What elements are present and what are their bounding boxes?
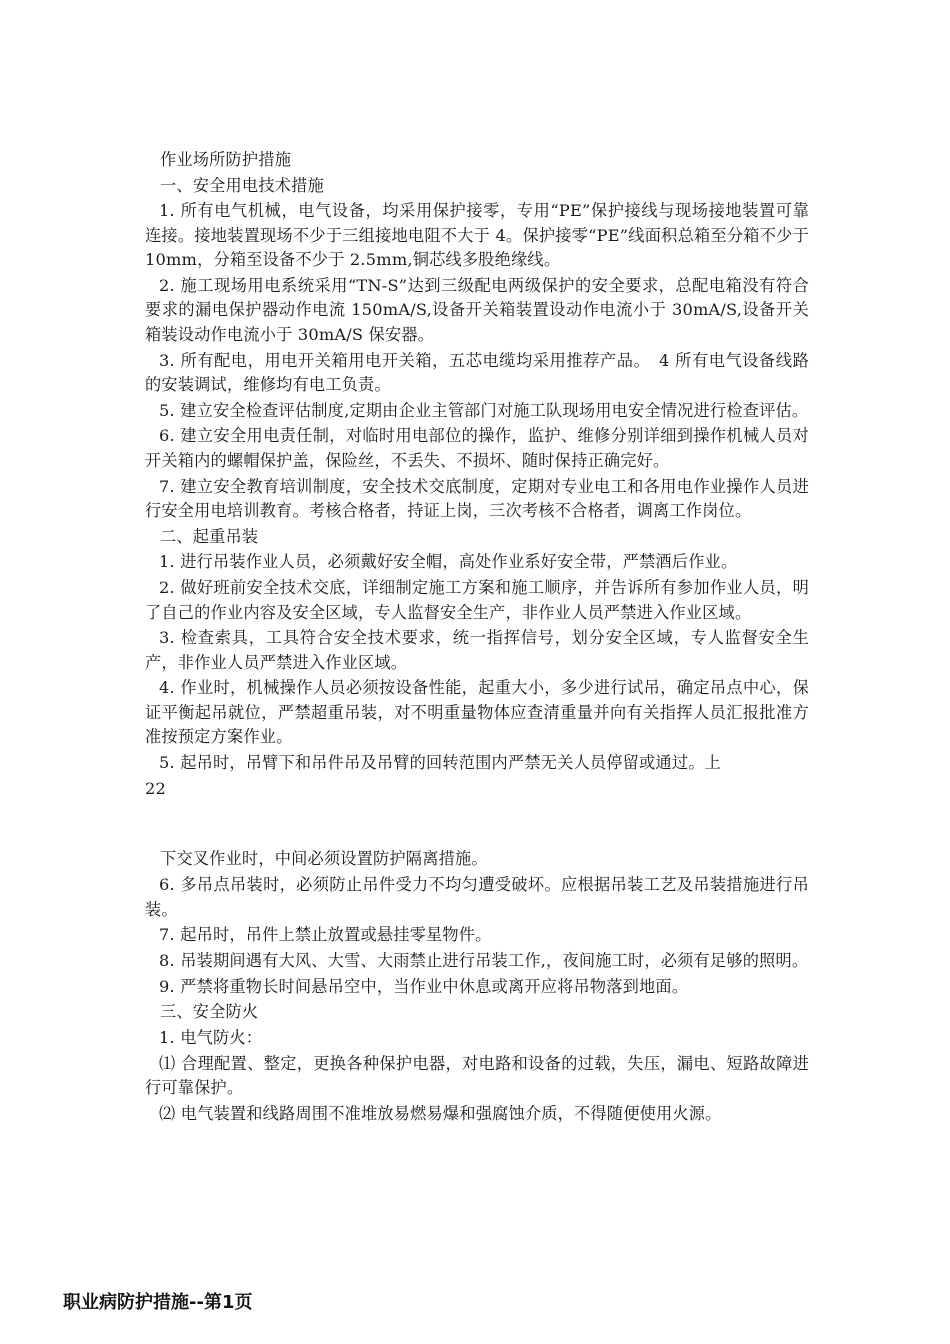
- paragraph: 1. 电气防火：: [159, 1027, 263, 1047]
- paragraph: 5. 建立安全检查评估制度,定期由企业主管部门对施工队现场用电安全情况进行检查评估。: [159, 400, 809, 420]
- paragraph: ⑵ 电气装置和线路周围不准堆放易燃易爆和强腐蚀介质，不得随便使用火源。: [159, 1103, 722, 1123]
- paragraph: 8. 吊装期间遇有大风、大雪、大雨禁止进行吊装工作,，夜间施工时，必须有足够的照明。: [159, 951, 809, 970]
- paragraph: 2. 做好班前安全技术交底，详细制定施工方案和施工顺序，并告诉所有参加作业人员，明了自己的作业内容及安全区域，专人监督安全生产，非作业人员严禁进入作业区域。: [145, 578, 809, 622]
- paragraph: 4. 作业时，机械操作人员必须按设备性能，起重大小，多少进行试吊，确定吊点中心，保证平衡起吊就位，严禁超重吊装，对不明重量物体应查清重量并向有关指挥人员汇报批准方准按预定方案作业。: [145, 678, 809, 747]
- doc-title: 作业场所防护措施: [160, 150, 292, 169]
- page-footer: 职业病防护措施--第1页: [63, 1292, 253, 1313]
- paragraph: 3. 所有配电，用电开关箱用电开关箱，五芯电缆均采用推荐产品。 4 所有电气设备线路的安装调试，维修均有电工负责。: [145, 350, 809, 395]
- page-number-marker: 22: [145, 778, 166, 798]
- spacer: [145, 802, 809, 847]
- paragraph: 5. 起吊时，吊臂下和吊件吊及吊臂的回转范围内严禁无关人员停留或通过。上: [159, 753, 721, 773]
- section-heading-fire: 三、安全防火: [160, 1002, 259, 1022]
- paragraph: 下交叉作业时，中间必须设置防护隔离措施。: [160, 849, 488, 869]
- paragraph: 7. 起吊时，吊件上禁止放置或悬挂零星物件。: [159, 925, 492, 945]
- document-body: [145, 148, 809, 1127]
- paragraph: ⑴ 合理配置、整定，更换各种保护电器，对电路和设备的过载，失压，漏电、短路故障进行可靠保护。: [145, 1053, 809, 1098]
- paragraph: 2. 施工现场用电系统采用“TN-S”达到三级配电两级保护的安全要求，总配电箱没有符合要求的漏电保护器动作电流 150mA/S,设备开关箱装置设动作电流小于 30mA/S,设备开关箱装设动作电流小于 30mA/S 保安器。: [145, 275, 809, 344]
- paragraph: 9. 严禁将重物长时间悬吊空中，当作业中休息或离开应将吊物落到地面。: [159, 976, 689, 996]
- paragraph: 1. 进行吊装作业人员，必须戴好安全帽，高处作业系好安全带，严禁酒后作业。: [159, 552, 738, 572]
- paragraph: 7. 建立安全教育培训制度，安全技术交底制度，定期对专业电工和各用电作业操作人员进行安全用电培训教育。考核合格者，持证上岗，三次考核不合格者，调离工作岗位。: [145, 476, 809, 521]
- paragraph: 6. 多吊点吊装时，必须防止吊件受力不均匀遭受破坏。应根据吊装工艺及吊装措施进行吊装。: [145, 875, 809, 919]
- section-heading-electrical: 一、安全用电技术措施: [160, 175, 324, 195]
- paragraph: 1. 所有电气机械，电气设备，均采用保护接零，专用“PE”保护接线与现场接地装置可靠连接。接地装置现场不少于三组接地电阻不大于 4。保护接零“PE”线面积总箱至分箱不少于 10mm，分箱至设备不少于 2.5mm,铜芯线多股绝缘线。: [145, 201, 809, 270]
- paragraph: 6. 建立安全用电责任制，对临时用电部位的操作，监护、维修分别详细到操作机械人员对开关箱内的螺帽保护盖，保险丝，不丢失、不损坏、随时保持正确完好。: [145, 426, 809, 470]
- section-heading-lifting: 二、起重吊装: [160, 526, 259, 546]
- paragraph: 3. 检查索具，工具符合安全技术要求，统一指挥信号，划分安全区域，专人监督安全生产，非作业人员严禁进入作业区域。: [145, 628, 809, 672]
